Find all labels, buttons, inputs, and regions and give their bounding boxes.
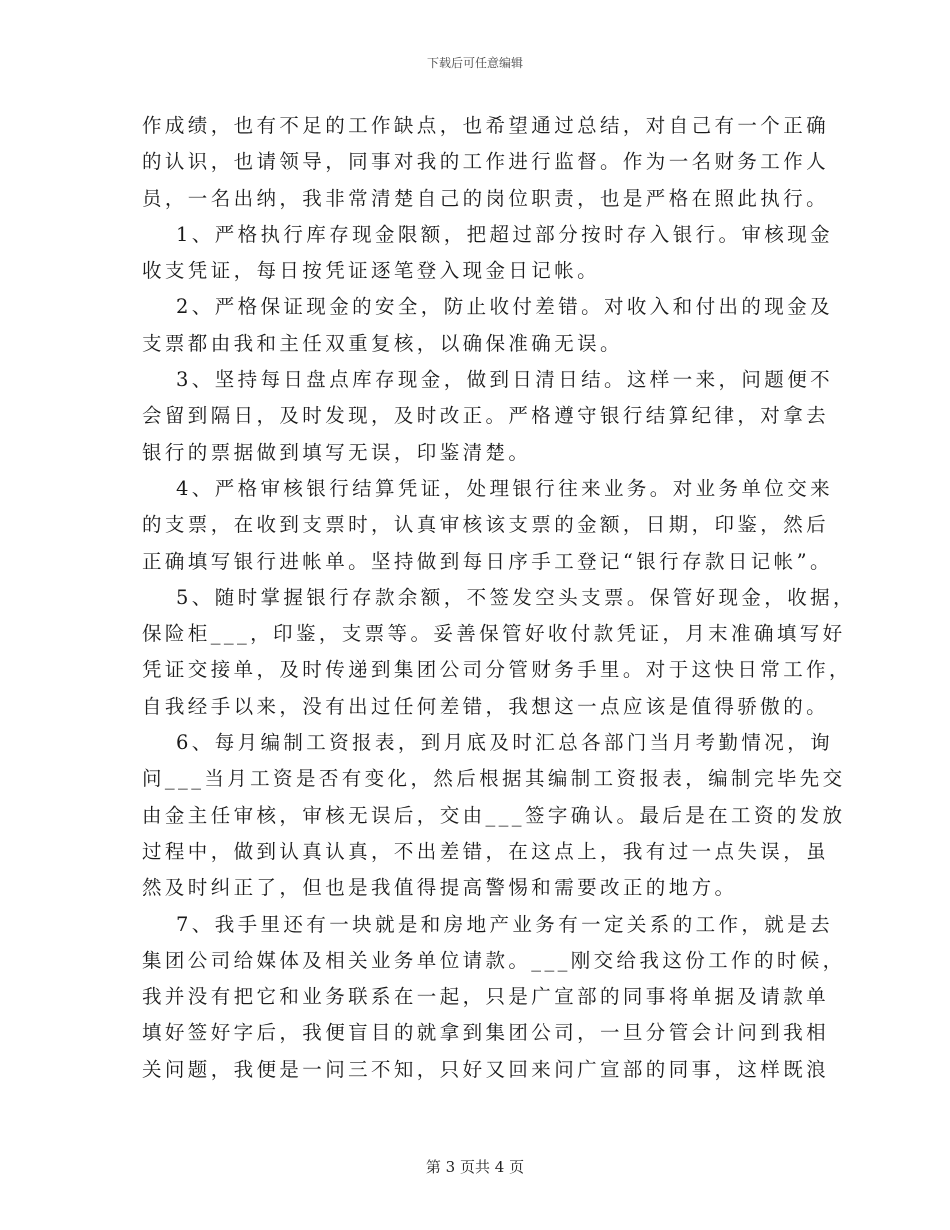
page-header: 下载后可任意编辑 <box>426 56 523 70</box>
text-line: 3、坚持每日盘点库存现金，做到日清日结。这样一来，问题便不 <box>176 368 834 392</box>
text-line: 问___当月工资是否有变化，然后根据其编制工资报表，编制完毕先交 <box>142 767 846 791</box>
text-line: 集团公司给媒体及相关业务单位请款。___刚交给我这份工作的时候， <box>142 948 846 972</box>
text-line: 5、随时掌握银行存款余额，不签发空头支票。保管好现金，收据， <box>176 585 856 609</box>
page-footer: 第 3 页共 4 页 <box>425 1158 525 1176</box>
text-line: 4、严格审核银行结算凭证，处理银行往来业务。对业务单位交来 <box>176 476 834 500</box>
text-line: 会留到隔日，及时发现，及时改正。严格遵守银行结算纪律，对拿去 <box>142 404 830 428</box>
text-line: 然及时纠正了，但也是我值得提高警惕和需要改正的地方。 <box>142 876 738 900</box>
text-line: 7、我手里还有一块就是和房地产业务有一定关系的工作，就是去 <box>176 912 834 936</box>
text-line: 2、严格保证现金的安全，防止收付差错。对收入和付出的现金及 <box>176 295 834 319</box>
text-line: 的认识，也请领导，同事对我的工作进行监督。作为一名财务工作人 <box>142 150 830 174</box>
text-line: 关问题，我便是一问三不知，只好又回来问广宣部的同事，这样既浪 <box>142 1057 830 1081</box>
text-line: 收支凭证，每日按凭证逐笔登入现金日记帐。 <box>142 259 601 283</box>
text-line: 1、严格执行库存现金限额，把超过部分按时存入银行。审核现金 <box>176 222 834 246</box>
text-line: 过程中，做到认真认真，不出差错，在这点上，我有过一点失误，虽 <box>142 839 830 863</box>
text-line: 6、每月编制工资报表，到月底及时汇总各部门当月考勤情况，询 <box>176 731 834 755</box>
text-line: 员，一名出纳，我非常清楚自己的岗位职责，也是严格在照此执行。 <box>142 186 830 210</box>
text-line: 自我经手以来，没有出过任何差错，我想这一点应该是值得骄傲的。 <box>142 694 830 718</box>
text-line: 作成绩，也有不足的工作缺点，也希望通过总结，对自己有一个正确 <box>142 114 830 137</box>
text-line: 银行的票据做到填写无误，印鉴清楚。 <box>142 440 532 464</box>
text-line: 支票都由我和主任双重复核，以确保准确无误。 <box>142 331 623 355</box>
text-line: 正确填写银行进帐单。坚持做到每日序手工登记“银行存款日记帐”。 <box>142 549 833 573</box>
text-line: 填好签好字后，我便盲目的就拿到集团公司，一旦分管会计问到我相 <box>142 1021 830 1045</box>
text-line: 的支票，在收到支票时，认真审核该支票的金额，日期，印鉴，然后 <box>142 513 830 537</box>
text-line: 由金主任审核，审核无误后，交由___签字确认。最后是在工资的发放 <box>142 803 846 827</box>
text-line: 我并没有把它和业务联系在一起，只是广宣部的同事将单据及请款单 <box>142 985 830 1009</box>
text-line: 凭证交接单，及时传递到集团公司分管财务手里。对于这快日常工作， <box>142 658 852 682</box>
document-body <box>142 108 856 1088</box>
text-line: 保险柜___，印鉴，支票等。妥善保管好收付款凭证，月末准确填写好 <box>142 622 846 646</box>
